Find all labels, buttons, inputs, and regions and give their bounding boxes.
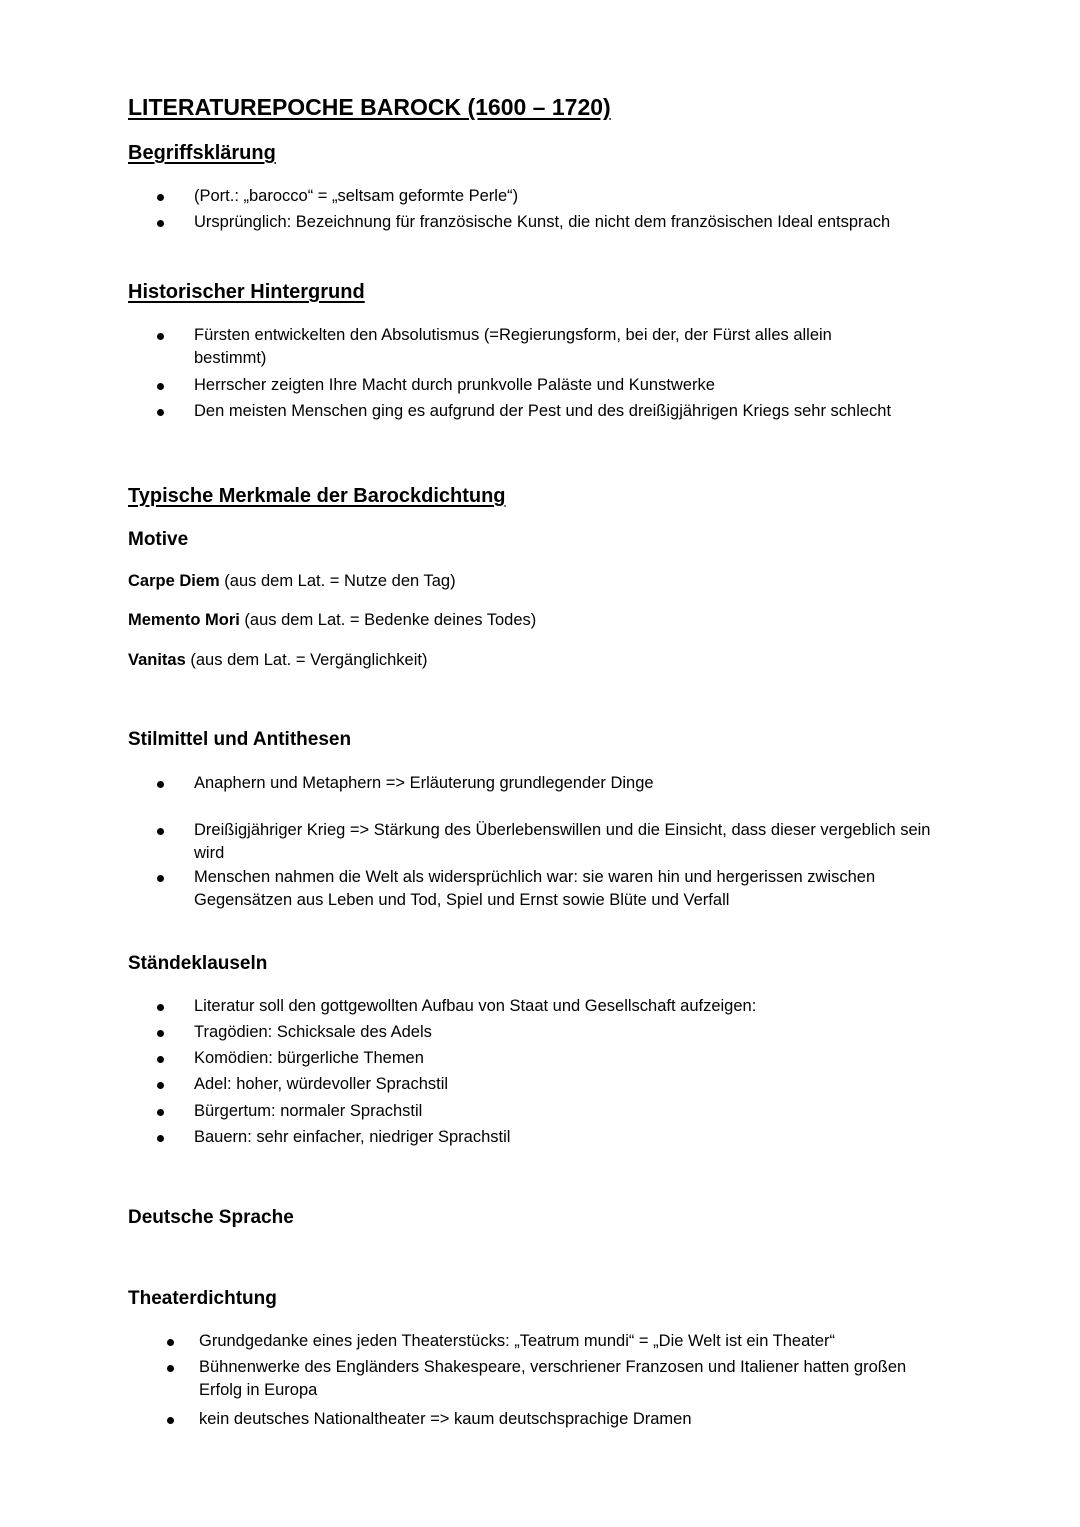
bullet bbox=[157, 333, 164, 340]
motif-term: Memento Mori bbox=[128, 611, 240, 629]
bullet bbox=[157, 781, 164, 788]
heading-begriffsklaerung: Begriffsklärung bbox=[128, 142, 276, 164]
heading-motive: Motive bbox=[128, 529, 189, 550]
bullet bbox=[157, 194, 164, 201]
heading-staendeklauseln: Ständeklauseln bbox=[128, 953, 268, 974]
bullet bbox=[157, 1109, 164, 1116]
bullet bbox=[157, 828, 164, 835]
bullet bbox=[157, 220, 164, 227]
list-item: Den meisten Menschen ging es aufgrund der Pest und des dreißigjährigen Kriegs sehr schlecht bbox=[194, 402, 892, 420]
list-item: Fürsten entwickelten den Absolutismus (=Regierungsform, bei der, der Fürst alles allein bestimmt) bbox=[194, 326, 832, 367]
list-item: Bauern: sehr einfacher, niedriger Sprachstil bbox=[194, 1128, 511, 1146]
motif-carpe-diem bbox=[128, 572, 456, 591]
list-item: Herrscher zeigten Ihre Macht durch prunkvolle Paläste und Kunstwerke bbox=[194, 376, 715, 394]
bullet bbox=[157, 1082, 164, 1089]
list-item: kein deutsches Nationaltheater => kaum deutschsprachige Dramen bbox=[199, 1410, 692, 1428]
list-item: Bühnenwerke des Engländers Shakespeare, verschriener Franzosen und Italiener hatten großen Erfolg in Europa bbox=[199, 1358, 907, 1399]
list-item: (Port.: „barocco“ = „seltsam geformte Perle“) bbox=[194, 187, 519, 205]
bullet bbox=[157, 1056, 164, 1063]
bullet bbox=[167, 1365, 174, 1372]
motif-vanitas bbox=[128, 651, 427, 670]
list-item: Ursprünglich: Bezeichnung für französische Kunst, die nicht dem französischen Ideal entsprach bbox=[194, 213, 891, 231]
heading-deutsche-sprache: Deutsche Sprache bbox=[128, 1207, 294, 1228]
motif-desc: (aus dem Lat. = Vergänglichkeit) bbox=[185, 651, 428, 669]
bullet bbox=[157, 1030, 164, 1037]
list-item: Grundgedanke eines jeden Theaterstücks: „Teatrum mundi“ = „Die Welt ist ein Theater“ bbox=[199, 1332, 836, 1350]
list-item: Bürgertum: normaler Sprachstil bbox=[194, 1102, 423, 1120]
motif-term: Carpe Diem bbox=[128, 572, 220, 590]
list-item: Dreißigjähriger Krieg => Stärkung des Überlebenswillen und die Einsicht, dass dieser vergeblich sein wird bbox=[194, 821, 931, 862]
bullet bbox=[167, 1417, 174, 1424]
heading-theaterdichtung: Theaterdichtung bbox=[128, 1288, 277, 1309]
heading-typische-merkmale: Typische Merkmale der Barockdichtung bbox=[128, 485, 506, 507]
list-item: Tragödien: Schicksale des Adels bbox=[194, 1023, 432, 1041]
bullet bbox=[157, 383, 164, 390]
heading-historischer-hintergrund: Historischer Hintergrund bbox=[128, 281, 365, 303]
bullet bbox=[157, 875, 164, 882]
heading-stilmittel: Stilmittel und Antithesen bbox=[128, 729, 352, 750]
bullet bbox=[157, 409, 164, 416]
list-item: Adel: hoher, würdevoller Sprachstil bbox=[194, 1075, 449, 1093]
motif-desc: (aus dem Lat. = Nutze den Tag) bbox=[219, 572, 456, 590]
bullet bbox=[157, 1004, 164, 1011]
list-item: Literatur soll den gottgewollten Aufbau von Staat und Gesellschaft aufzeigen: bbox=[194, 997, 757, 1015]
motif-desc: (aus dem Lat. = Bedenke deines Todes) bbox=[239, 611, 537, 629]
bullet bbox=[167, 1339, 174, 1346]
motif-memento-mori bbox=[128, 611, 536, 630]
motif-term: Vanitas bbox=[128, 651, 186, 669]
bullet bbox=[157, 1135, 164, 1142]
list-item: Menschen nahmen die Welt als widersprüchlich war: sie waren hin und hergerissen zwischen Gegensätzen aus Leben und Tod, Spiel und Ernst sowie Blüte und Verfall bbox=[194, 868, 876, 909]
list-item: Anaphern und Metaphern => Erläuterung grundlegender Dinge bbox=[194, 774, 654, 792]
list-item: Komödien: bürgerliche Themen bbox=[194, 1049, 424, 1067]
page-title: LITERATUREPOCHE BAROCK (1600 – 1720) bbox=[128, 94, 611, 120]
